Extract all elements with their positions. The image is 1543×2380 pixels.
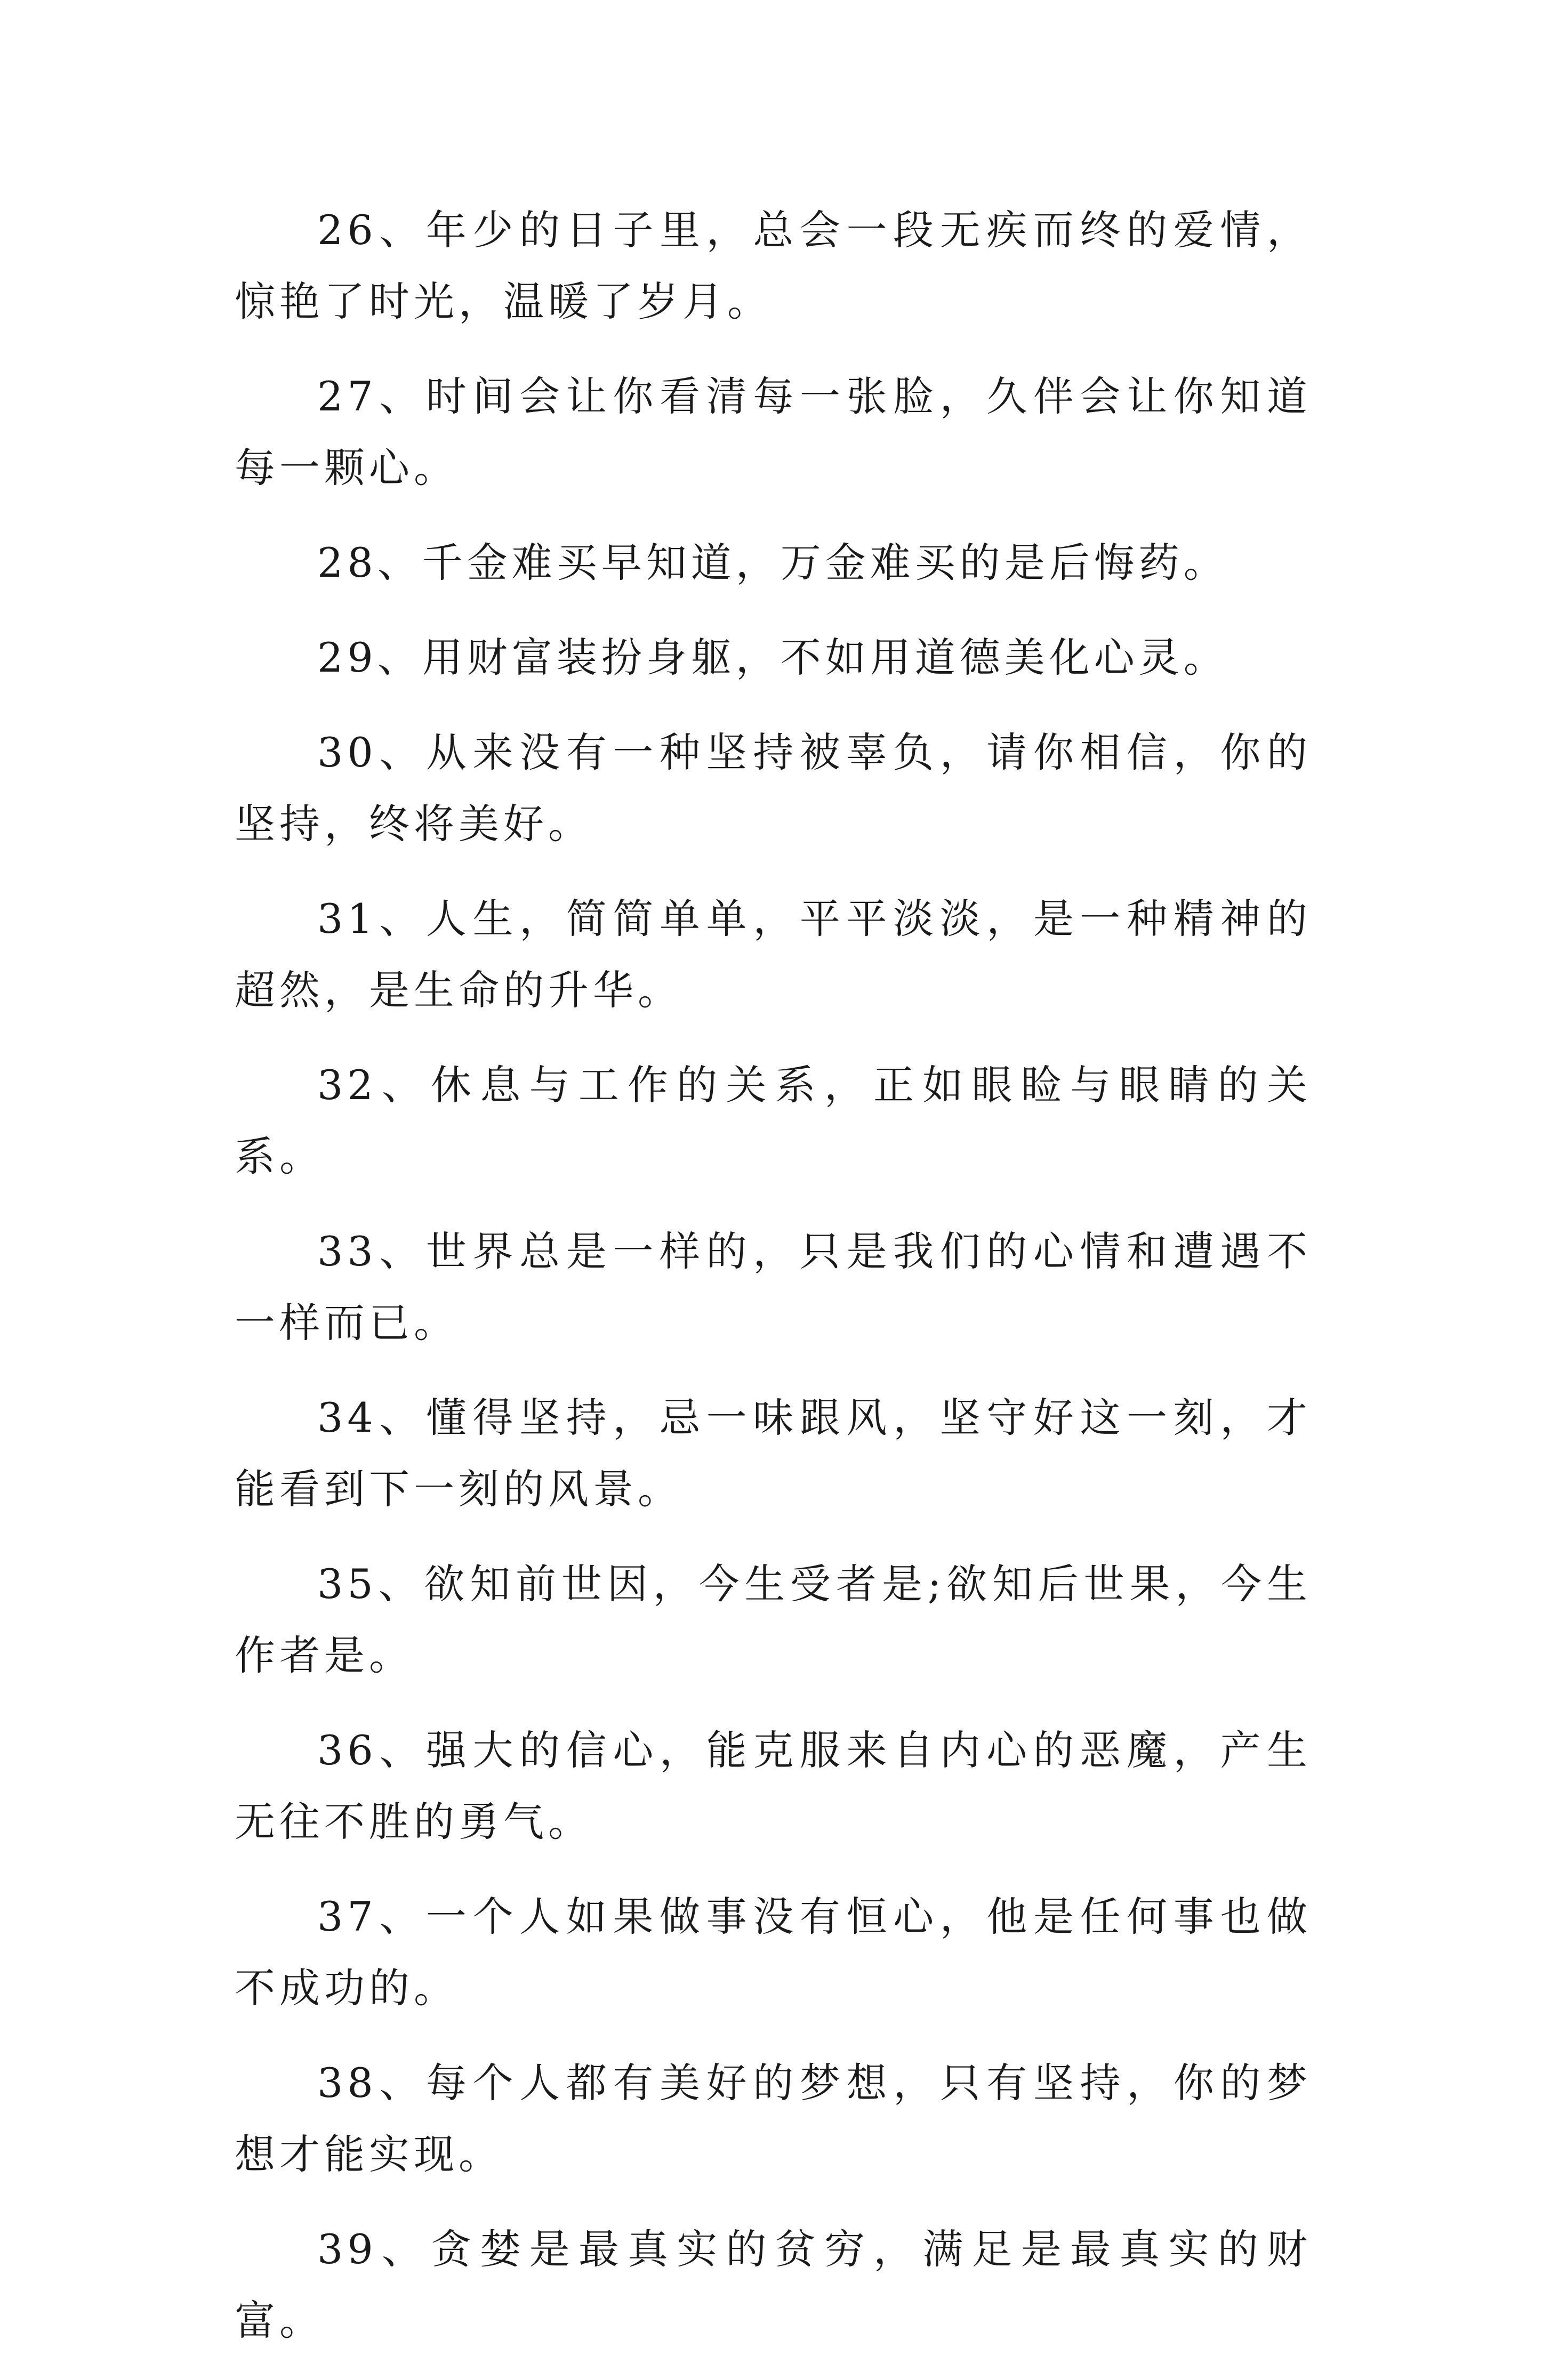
paragraph-29: 29、用财富装扮身躯，不如用道德美化心灵。	[317, 634, 1228, 681]
paragraph-27: 27、时间会让你看清每一张脸，久伴会让你知道每一颗心。	[235, 373, 1312, 491]
paragraph-26: 26、年少的日子里，总会一段无疾而终的爱情，惊艳了时光，温暖了岁月。	[235, 206, 1312, 325]
paragraph-34: 34、懂得坚持，忌一味跟风，坚守好这一刻，才能看到下一刻的风景。	[235, 1394, 1312, 1513]
paragraph-37: 37、一个人如果做事没有恒心，他是任何事也做不成功的。	[235, 1893, 1312, 2012]
document-body	[235, 195, 1312, 2380]
paragraph-39: 39、贪婪是最真实的贫穷，满足是最真实的财富。	[235, 2225, 1312, 2344]
paragraph-36: 36、强大的信心，能克服来自内心的恶魔，产生无往不胜的勇气。	[235, 1726, 1312, 1845]
paragraph-28: 28、千金难买早知道，万金难买的是后悔药。	[317, 539, 1228, 586]
paragraph-38: 38、每个人都有美好的梦想，只有坚持，你的梦想才能实现。	[235, 2059, 1312, 2178]
paragraph-30: 30、从来没有一种坚持被辜负，请你相信，你的坚持，终将美好。	[235, 729, 1312, 848]
paragraph-31: 31、人生，简简单单，平平淡淡，是一种精神的超然，是生命的升华。	[235, 895, 1312, 1014]
paragraph-35: 35、欲知前世因，今生受者是;欲知后世果，今生作者是。	[235, 1560, 1312, 1679]
paragraph-33: 33、世界总是一样的，只是我们的心情和遭遇不一样而已。	[235, 1228, 1312, 1346]
paragraph-32: 32、休息与工作的关系，正如眼睑与眼睛的关系。	[235, 1061, 1312, 1180]
